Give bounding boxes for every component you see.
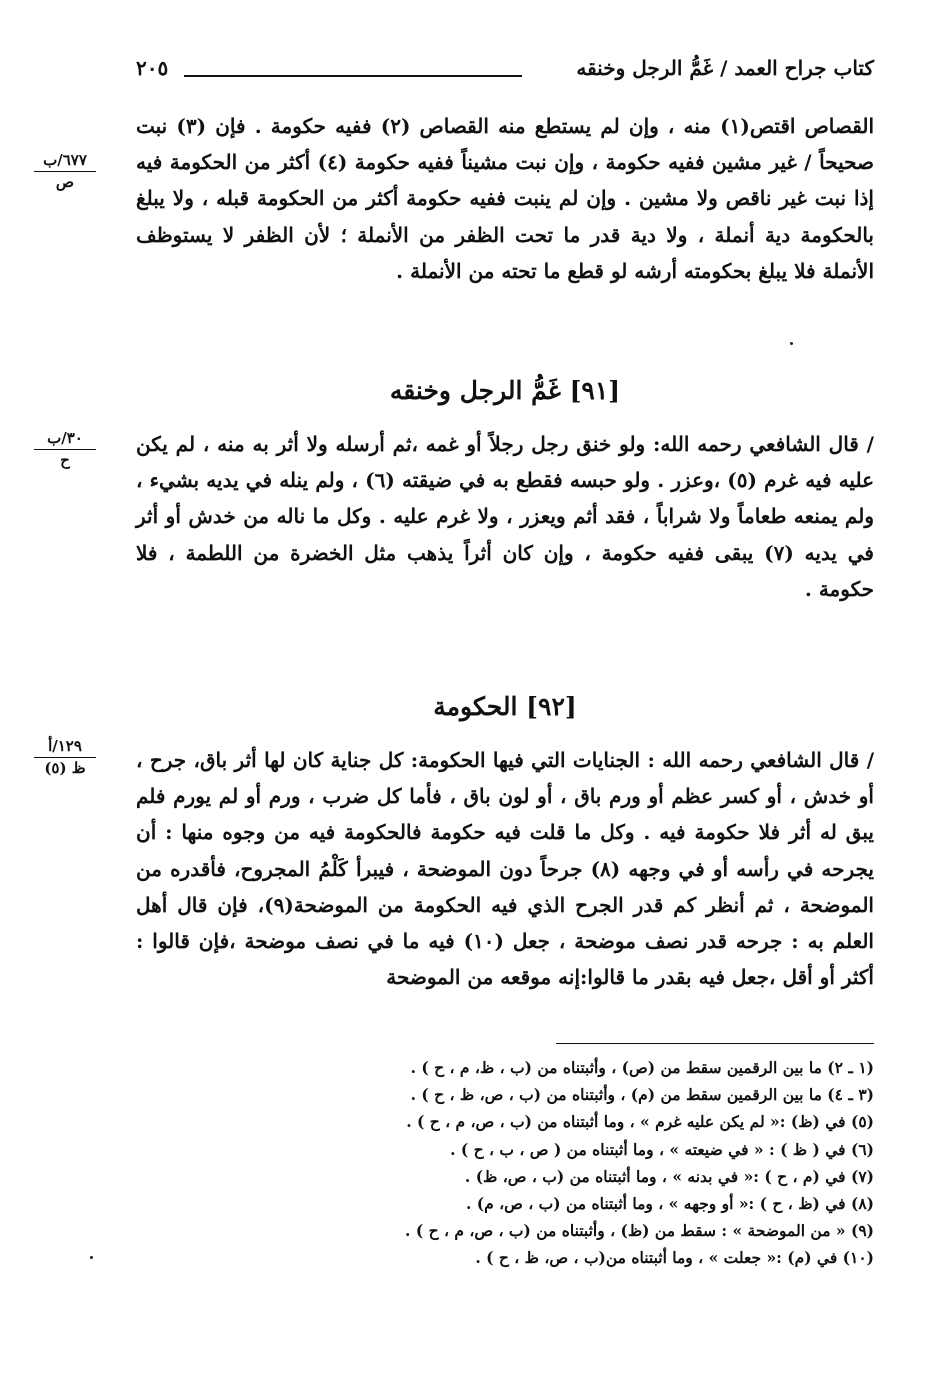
section-92-body bbox=[136, 742, 874, 995]
margin-note-manuscript-ref bbox=[34, 736, 96, 778]
speaker-attribution: / قال الشافعي bbox=[749, 432, 874, 456]
section-91-text: رحمه الله: ولو خنق رجل رجلاً أو غمه ،ثم أرسله ولا أثر به منه ، لم يكن عليه فيه غرم (٥) ،وعزر . ولو حبسه فقطع به في ضيقته (٦) ، ولم ينله في يديه بشيء ، ولم يمنعه طعاماً ولا شراباً ، فقد أثم ويعزر ، ولا غرم عليه . وكل ما ناله من خدش أو أثر في يديه (٧) يبقى ففيه حكومة ، وإن كان أثراً يذهب مثل الخضرة من اللطمة ، فلا حكومة . bbox=[136, 432, 875, 601]
footnote: (١٠) في (م) :« جعلت » ، وما أثبتناه من(ب ، ص، ظ ، ح ) . bbox=[475, 1248, 874, 1268]
running-header bbox=[136, 56, 874, 90]
footnotes bbox=[234, 1054, 874, 1272]
footnote: (٥) في (ظ) :« لم يكن عليه غرم » ، وما أثبتناه من (ب ، ص، م ، ح ) . bbox=[406, 1112, 874, 1132]
section-heading-92: [٩٢] الحكومة bbox=[433, 692, 577, 721]
footnote-separator bbox=[556, 1043, 874, 1044]
section-heading-91: [٩١] غَمُّ الرجل وخنقه bbox=[389, 376, 621, 405]
margin-note-folio: ٦٧٧/ب bbox=[34, 150, 96, 172]
footnote: (٨) في (ظ ، ح ) :« أو وجهه » ، وما أثبتناه من (ب ، ص، م) . bbox=[466, 1194, 874, 1214]
footnote: (١ ـ ٢) ما بين الرقمين سقط من (ص) ، وأثبتناه من (ب ، ظ، م ، ح ) . bbox=[410, 1058, 874, 1077]
running-title: كتاب جراح العمد / غَمُّ الرجل وخنقه bbox=[576, 56, 874, 80]
margin-note-siglum: ح bbox=[60, 451, 70, 469]
margin-note-folio: ٣٠/ب bbox=[34, 428, 96, 450]
section-92-text: رحمه الله : الجنايات التي فيها الحكومة: كل جناية كان لها أثر باق، جرح ، أو خدش ، أو كسر عظم أو ورم باق ، أو لون باق ، فأما كل ضرب ، ورم أو لم يورم فلم يبق له أثر فلا حكومة فيه . وكل ما قلت فيه حكومة فالحكومة فيه من وجوه منها : أن يجرحه في رأسه أو في وجهه (٨) جرحاً دون الموضحة ، فيبرأ كَلْمُ المجروح، فأقدره من الموضحة ، ثم أنظر كم قدر الجرح الذي فيه الحكومة من الموضحة(٩)، فإن قال أهل العلم به : جرحه قدر نصف موضحة ، جعل (١٠) فيه ما في نصف موضحة ،فإن قالوا : أكثر أو أقل ،جعل فيه بقدر ما قالوا:إنه موقعه من الموضحة bbox=[136, 748, 874, 990]
footnote: (٧) في (م ، ح ) :« في بدنه » ، وما أثبتناه من (ب ، ص، ظ) . bbox=[464, 1166, 874, 1186]
footnote: (٣ ـ ٤) ما بين الرقمين سقط من (م) ، وأثبتناه من (ب ، ص، ظ ، ح ) . bbox=[410, 1085, 874, 1105]
footnote: (٩) « من الموضحة » : سقط من (ظ) ، وأثبتناه من (ب ، ص، م ، ح ) . bbox=[405, 1221, 874, 1241]
speaker-attribution: / قال الشافعي bbox=[750, 748, 874, 772]
page-number: ٢٠٥ bbox=[136, 56, 169, 80]
margin-note-siglum: ص bbox=[55, 173, 75, 191]
margin-note-manuscript-ref bbox=[34, 428, 96, 470]
header-rule bbox=[184, 75, 522, 77]
footnote: (٦) في ( ظ ) : « في ضيعته » ، وما أثبتناه من ( ص ، ب ، ح ) . bbox=[450, 1139, 874, 1159]
paragraph-continuation: القصاص اقتص(١) منه ، وإن لم يستطع منه القصاص (٢) ففيه حكومة . فإن (٣) نبت صحيحاً / غير مشين ففيه حكومة ، وإن نبت مشيناً ففيه حكومة (٤) أكثر من الحكومة فيه إذا نبت غير ناقص ولا مشين . وإن لم ينبت ففيه حكومة أكثر من الحكومة قبله ، ولا يبلغ بالحكومة دية أنملة ، ولا دية قدر ما تحت الظفر من الأنملة ؛ لأن الظفر لا يستوظف الأنملة فلا يبلغ بحكومته أرشه لو قطع ما تحته من الأنملة . bbox=[136, 114, 875, 283]
speck bbox=[90, 1256, 93, 1259]
section-91-body bbox=[136, 426, 874, 607]
margin-note-manuscript-ref bbox=[34, 150, 96, 192]
speck bbox=[790, 342, 793, 345]
margin-note-folio: ١٢٩/أ bbox=[34, 736, 96, 758]
margin-note-siglum: ظ (٥) bbox=[44, 759, 86, 777]
